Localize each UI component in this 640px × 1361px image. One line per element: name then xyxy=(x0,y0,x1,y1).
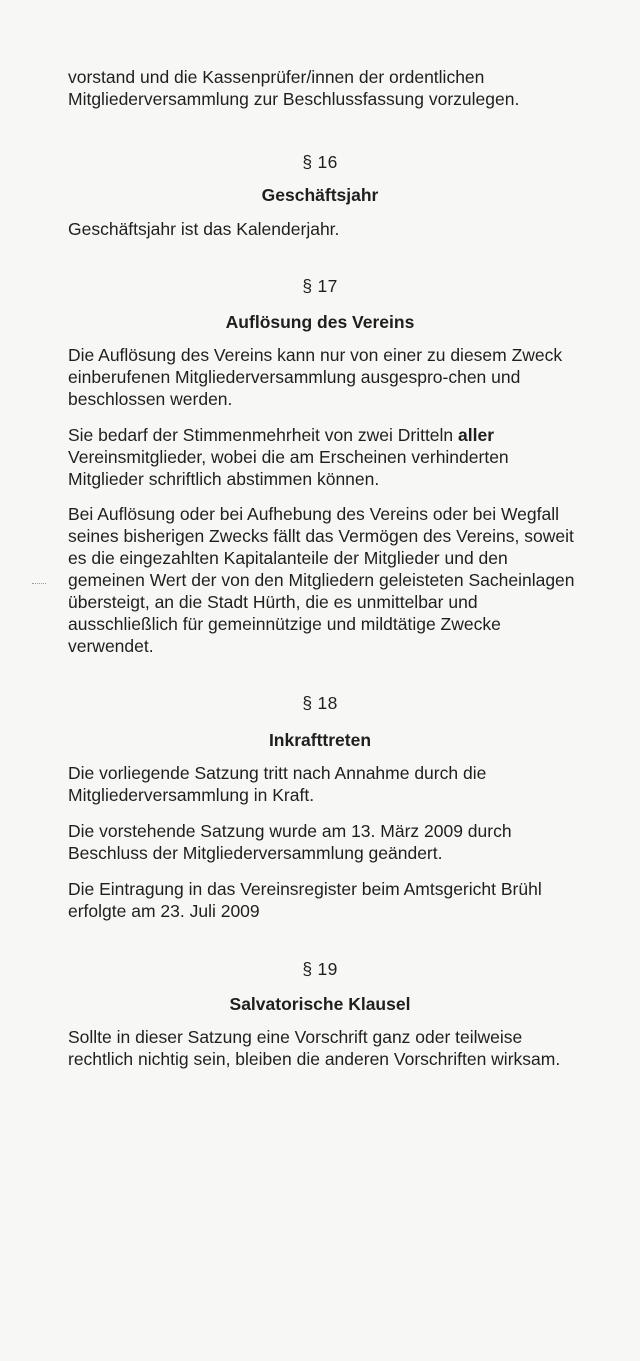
section-18-paragraph-2: Die vorstehende Satzung wurde am 13. März 2009 durch Beschluss der Mitgliederversammlung geändert. xyxy=(68,821,512,863)
section-17-paragraph-2 xyxy=(68,424,578,490)
section-19-paragraph-1: Sollte in dieser Satzung eine Vorschrift ganz oder teilweise rechtlich nichtig sein, bleiben die anderen Vorschriften wirksam. xyxy=(68,1027,561,1069)
section-17-paragraph-3: Bei Auflösung oder bei Aufhebung des Vereins oder bei Wegfall seines bisherigen Zwecks fällt das Vermögen des Vereins, soweit es die eingezahlten Kapitalanteile der Mitglieder und den gemeinen Wert der von den Mitgliedern geleisteten Sacheinlagen übersteigt, an die Stadt Hürth, die es unmittelbar und ausschließlich für gemeinnützige und mildtätige Zwecke verwendet. xyxy=(68,504,575,656)
section-17-paragraph-2-end: Vereinsmitglieder, wobei die am Erscheinen verhinderten Mitglieder schriftlich abstimmen können. xyxy=(68,447,509,489)
section-18-paragraph-1: Die vorliegende Satzung tritt nach Annahme durch die Mitgliederversammlung in Kraft. xyxy=(68,763,487,805)
section-18-paragraph-3: Die Eintragung in das Vereinsregister beim Amtsgericht Brühl erfolgte am 23. Juli 2009 xyxy=(68,879,542,921)
intro-paragraph: vorstand und die Kassenprüfer/innen der ordentlichen Mitgliederversammlung zur Beschlussfassung vorzulegen. xyxy=(68,67,520,109)
section-17-paragraph-1: Die Auflösung des Vereins kann nur von einer zu diesem Zweck einberufenen Mitgliederversammlung ausgespro-chen und beschlossen werden. xyxy=(68,345,563,409)
section-16-title: Geschäftsjahr xyxy=(261,185,379,205)
section-16-number: § 16 xyxy=(302,152,338,172)
section-18-number: § 18 xyxy=(302,693,338,713)
section-18-title: Inkrafttreten xyxy=(268,730,372,750)
section-19-number: § 19 xyxy=(302,959,338,979)
scan-artifact-mark xyxy=(32,583,46,586)
section-16-paragraph-1: Geschäftsjahr ist das Kalenderjahr. xyxy=(68,219,340,239)
section-19-title: Salvatorische Klausel xyxy=(229,994,411,1014)
section-17-paragraph-2-emphasis: aller xyxy=(458,425,495,445)
section-17-number: § 17 xyxy=(302,276,338,296)
section-17-paragraph-2-start: Sie bedarf der Stimmenmehrheit von zwei Dritteln xyxy=(68,425,459,445)
section-17-title: Auflösung des Vereins xyxy=(225,312,415,332)
